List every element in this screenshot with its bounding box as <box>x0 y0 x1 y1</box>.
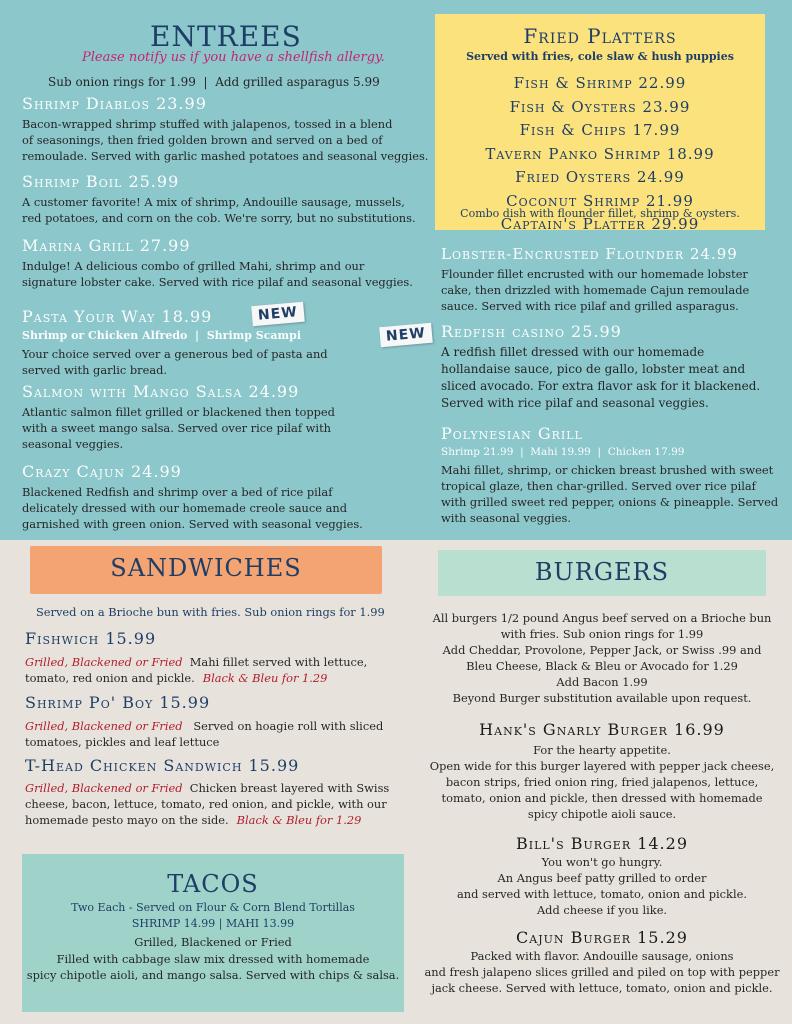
item-t-head-title: T-Head Chicken Sandwich 15.99 <box>25 756 300 775</box>
item-pasta-options: Shrimp or Chicken Alfredo | Shrimp Scampi <box>22 329 302 342</box>
tacos-desc: Filled with cabbage slaw mix dressed with homemade spicy chipotle aioli, and mango salsa. Served with chips & salsa. <box>26 952 400 982</box>
fried-platters-note: Combo dish with flounder fillet, shrimp & oysters. <box>460 207 740 220</box>
item-crazy-cajun-title: Crazy Cajun 24.99 <box>22 462 182 481</box>
item-fishwich-desc: Grilled, Blackened or Fried Mahi fillet served with lettuce, tomato, red onion and pickle. Black & Bleu for 1.29 <box>25 655 368 685</box>
fried-item: Captain's Platter 29.99 <box>500 215 700 233</box>
fried-item: Coconut Shrimp 21.99 <box>506 191 694 210</box>
allergy-notice: Please notify us if you have a shellfish allergy. <box>82 50 385 65</box>
item-bills-desc: You won't go hungry. An Angus beef patty grilled to order and served with lettuce, tomato, onion and pickle. Add cheese if you like. <box>457 855 747 917</box>
fried-platters-subtitle: Served with fries, cole slaw & hush puppies <box>466 50 734 63</box>
item-lobster-flounder-title: Lobster-Encrusted Flounder 24.99 <box>441 245 738 263</box>
item-shrimp-diablos-desc: Bacon-wrapped shrimp stuffed with jalapenos, tossed in a blend of seasonings, then fried golden brown and served on a bed of remoulade. Served with garlic mashed potatoes and seasonal veggies. <box>22 117 429 163</box>
item-hanks-title: Hank's Gnarly Burger 16.99 <box>479 720 725 739</box>
tacos-info: Two Each - Served on Flour & Corn Blend Tortillas SHRIMP 14.99 | MAHI 13.99 <box>71 901 355 930</box>
fried-item: Fish & Shrimp 22.99 <box>513 74 687 92</box>
item-redfish-casino-title: Redfish casino 25.99 <box>441 322 622 341</box>
item-pasta-desc: Your choice served over a generous bed of pasta and served with garlic bread. <box>22 347 328 377</box>
fried-item: Fish & Chips 17.99 <box>519 121 681 139</box>
new-badge-redfish: NEW <box>379 323 432 347</box>
item-t-head-desc: Grilled, Blackened or Fried Chicken breast layered with Swiss cheese, bacon, lettuce, tomato, red onion, and pickle, with our homemade pesto mayo on the side. Black & Bleu for 1.29 <box>25 781 390 827</box>
item-redfish-casino-desc: A redfish fillet dressed with our homemade hollandaise sauce, pico de gallo, lobster meat and sliced avocado. For extra flavor ask for it blackened. Served with rice pilaf and seasonal veggies. <box>441 345 761 410</box>
tacos-options: Grilled, Blackened or Fried <box>134 935 292 949</box>
item-marina-grill-title: Marina Grill 27.99 <box>22 236 191 255</box>
item-polynesian-title: Polynesian Grill <box>441 424 583 443</box>
item-crazy-cajun-desc: Blackened Redfish and shrimp over a bed of rice pilaf delicately dressed with our homemade creole sauce and garnished with green onion. Served with seasonal veggies. <box>22 485 363 531</box>
fried-item: Tavern Panko Shrimp 18.99 <box>485 144 715 163</box>
item-shrimp-diablos-title: Shrimp Diablos 23.99 <box>22 94 207 113</box>
item-polynesian-prices: Shrimp 21.99 | Mahi 19.99 | Chicken 17.99 <box>441 446 685 458</box>
item-fishwich-title: Fishwich 15.99 <box>25 629 157 648</box>
sandwiches-title: SANDWICHES <box>110 554 302 582</box>
item-salmon-title: Salmon with Mango Salsa 24.99 <box>22 382 300 401</box>
item-shrimp-boil-title: Shrimp Boil 25.99 <box>22 172 180 191</box>
tacos-title: TACOS <box>167 870 259 898</box>
entrees-subs: Sub onion rings for 1.99 | Add grilled asparagus 5.99 <box>48 75 380 89</box>
fried-platters-title: Fried Platters <box>523 24 677 48</box>
burgers-intro: All burgers 1/2 pound Angus beef served on a Brioche bun with fries. Sub onion rings for 1.99 Add Cheddar, Provolone, Pepper Jack, or Swiss .99 and Bleu Cheese, Black & Bleu or Avocado for 1.29 Add Bacon 1.99 Beyond Burger substitution available upon request. <box>432 611 772 705</box>
item-marina-grill-desc: Indulge! A delicious combo of grilled Mahi, shrimp and our signature lobster cake. Served with rice pilaf and seasonal veggies. <box>22 259 413 289</box>
new-badge-pasta: NEW <box>251 302 304 326</box>
item-lobster-flounder-desc: Flounder fillet encrusted with our homemade lobster cake, then drizzled with homemade Cajun remoulade sauce. Served with rice pilaf and grilled asparagus. <box>441 267 750 313</box>
item-polynesian-desc: Mahi fillet, shrimp, or chicken breast brushed with sweet tropical glaze, then char-grilled. Served over rice pilaf with grilled sweet red pepper, onions & pineapple. Served with seasonal veggies. <box>441 463 779 525</box>
item-bills-title: Bill's Burger 14.29 <box>515 834 689 853</box>
item-hanks-desc: For the hearty appetite. Open wide for this burger layered with pepper jack cheese, bacon strips, fried onion ring, fried jalapenos, lettuce, tomato, onion and pickle, then dressed with homemade spicy chipotle aioli sauce. <box>429 743 775 821</box>
item-po-boy-desc: Grilled, Blackened or Fried Served on hoagie roll with sliced tomatoes, pickles and leaf lettuce <box>25 719 384 749</box>
item-shrimp-boil-desc: A customer favorite! A mix of shrimp, Andouille sausage, mussels, red potatoes, and corn on the cob. We're sorry, but no substitutions. <box>22 195 416 225</box>
fried-item: Fried Oysters 24.99 <box>515 168 685 186</box>
item-cajun-burger-desc: Packed with flavor. Andouille sausage, onions and fresh jalapeno slices grilled and piled on top with pepper jack cheese. Served with lettuce, tomato, onion and pickle. <box>424 949 780 995</box>
fried-item: Fish & Oysters 23.99 <box>509 97 691 116</box>
item-po-boy-title: Shrimp Po' Boy 15.99 <box>25 693 211 712</box>
item-pasta-title: Pasta Your Way 18.99 <box>22 307 213 326</box>
burgers-title: BURGERS <box>534 558 670 586</box>
item-cajun-burger-title: Cajun Burger 15.29 <box>516 928 688 947</box>
item-salmon-desc: Atlantic salmon fillet grilled or blackened then topped with a sweet mango salsa. Served over rice pilaf with seasonal veggies. <box>22 405 335 451</box>
entrees-title: ENTREES <box>150 20 302 53</box>
sandwiches-intro: Served on a Brioche bun with fries. Sub onion rings for 1.99 <box>36 605 385 619</box>
